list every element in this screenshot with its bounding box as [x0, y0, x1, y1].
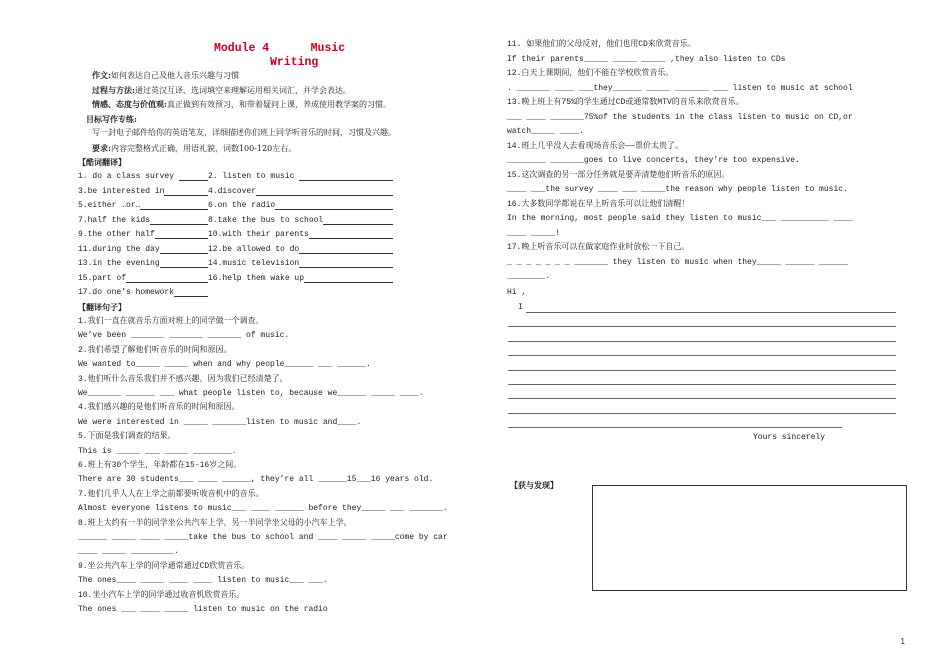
sentence-line: This is _____ ___ _____ ________. [78, 446, 237, 456]
phrase-blank[interactable] [155, 231, 208, 239]
phrase-item: 9.the other half [78, 230, 155, 239]
letter-rule-line[interactable] [508, 427, 842, 428]
phrase-item: 14.music television [208, 259, 300, 268]
phrase-item: 17.do one’s homework [78, 288, 175, 297]
sentence-line: Almost everyone listens to music___ ____ ______ before they_____ ___ _______. [78, 504, 448, 514]
attitude-text: 真正做到有效预习，和带着疑问上课，养成使用教学案的习惯。 [166, 100, 391, 109]
phrase-item: 7.half the kids [78, 215, 151, 225]
phrase-item: 5.either …or… [78, 201, 141, 210]
requirement-line [92, 143, 296, 154]
sentence-line: The ones____ _____ ____ ____ listen to music___ ___. [78, 576, 328, 586]
sentence-line: We wanted to_____ _____ when and why people______ ___ ______. [78, 360, 371, 370]
sentence-line: 12.白天上课期间，他们不能在学校欣赏音乐。 [507, 69, 674, 78]
letter-rule-line[interactable] [508, 398, 896, 399]
phrase-blank[interactable] [160, 260, 208, 268]
module-topic: Music [310, 42, 346, 55]
letter-rule-line[interactable] [526, 312, 896, 313]
sentence-line: ________. [507, 272, 551, 281]
sentence-line: 11. 如果他们的父母反对，他们也用CD来欣赏音乐。 [507, 40, 696, 49]
phrase-item: 13.in the evening [78, 259, 160, 268]
phrase-blank[interactable] [150, 217, 208, 225]
process-label: 过程与方法: [92, 85, 135, 95]
sentence-line: We’ve been _______ _______ _______ of music. [78, 331, 290, 341]
letter-rule-line[interactable] [508, 341, 896, 342]
sentence-line: In the morning, most people said they listen to music___ __________ ____ [507, 214, 853, 223]
sentence-line: The ones ___ ____ _____ listen to music on the radio [78, 605, 328, 614]
requirement-label: 要求: [92, 143, 111, 153]
phrase-item: 3.be interested in [78, 186, 165, 196]
attitude-line [92, 99, 391, 110]
sentence-line: 8.班上大约有一半的同学坐公共汽车上学，另一半同学坐父母的小汽车上学。 [78, 518, 352, 528]
letter-rule-line[interactable] [508, 370, 896, 371]
sentence-line: 6.班上有30个学生，年龄都在15-16岁之间。 [78, 461, 242, 470]
sentence-line: 9.坐公共汽车上学的同学通常通过CD欣赏音乐。 [78, 561, 250, 571]
phrase-blank[interactable] [164, 188, 208, 196]
phrase-item: 1. do a class survey [78, 172, 175, 181]
letter-greeting: Hi , [507, 288, 527, 297]
sentence-line: ___ ____ _______75%of the students in the class listen to music on CD,or [507, 112, 853, 122]
process-line [92, 85, 351, 96]
phrase-item: 16.help them wake up [208, 273, 305, 283]
task-label: 作文: [92, 70, 111, 80]
sentence-line: ____ ___the survey ____ ___ _____the reason why people listen to music. [507, 185, 848, 194]
phrase-item: 12.be allowed to do [208, 244, 300, 254]
sentence-line: ____ _____ _________. [78, 547, 179, 557]
letter-rule-line[interactable] [508, 326, 896, 327]
task-text: 如何表达自己及他人音乐兴趣与习惯 [110, 71, 239, 80]
findings-heading: 【获与发现】 [510, 480, 558, 490]
sentence-line: 1.我们一直在就音乐方面对班上的同学做一个调查。 [78, 317, 264, 326]
letter-start: I [518, 303, 523, 312]
sentence-line: 7.他们几乎人人在上学之前都要听收音机中的音乐。 [78, 489, 264, 499]
module-title [214, 42, 345, 55]
phrase-blank[interactable] [179, 173, 208, 181]
phrase-item: 15.part of [78, 273, 127, 283]
phrase-item: 2. listen to music [208, 172, 295, 181]
sentence-line: ____ _____! [507, 228, 560, 238]
sentence-line: watch_____ ____. [507, 127, 584, 136]
phrase-blank[interactable] [299, 260, 393, 268]
phrase-blank[interactable] [174, 289, 208, 297]
sentence-line: 16.大多数同学都说在早上听音乐可以让他们清醒！ [507, 199, 690, 209]
phrase-blank[interactable] [304, 275, 393, 283]
phrase-blank[interactable] [140, 202, 208, 210]
phrase-blank[interactable] [160, 246, 208, 254]
sentence-line: _ _ _ _ _ _ _ _______ they listen to music when they_____ ______ ______ [507, 257, 848, 267]
sentence-line: ________ _______goes to live concerts, they’re too expensive. [507, 156, 800, 165]
phrase-item: 8.take the bus to school [208, 215, 324, 225]
letter-rule-line[interactable] [508, 384, 896, 385]
section-title: Writing [270, 56, 319, 69]
sentences-heading: 【翻译句子】 [78, 302, 126, 312]
goal-label: 目标写作专练: [86, 114, 137, 124]
phrase-item: 4.discover [208, 186, 257, 196]
sentence-line: . _______ ____ ___they______ _____ _______ ___ listen to music at school [507, 83, 853, 93]
phrases-heading: 【酷词翻译】 [78, 157, 126, 167]
module-number: Module 4 [214, 42, 270, 55]
letter-rule-line[interactable] [508, 355, 896, 356]
sentence-line: 13.晚上班上有75%的学生通过CD或通常数MTV的音乐来欣赏音乐。 [507, 98, 744, 107]
sentence-line: 15.这次调查的另一部分任务就是要弄清楚他们听音乐的原因。 [507, 170, 730, 180]
phrase-item: 10.with their parents [208, 230, 309, 239]
sentence-line: ______ _____ ____ _____take the bus to school and ____ _____ _____come by car [78, 533, 448, 542]
letter-rule-line[interactable] [508, 413, 896, 414]
sentence-line: 2.我们希望了解他们听音乐的时间和原因。 [78, 345, 232, 355]
sentence-line: If their parents_____ _____ _____ ,they also listen to CDs [507, 54, 786, 64]
attitude-label: 情感、态度与价值观: [92, 99, 167, 109]
sentence-line: We_______ ______ ___ what people listen to, because we______ _____ ____. [78, 389, 424, 398]
phrase-item: 6.on the radio [208, 201, 276, 210]
sentence-line: 4.我们感兴趣的是他们听音乐的时间和原因。 [78, 403, 240, 413]
phrase-item: 11.during the day [78, 244, 160, 254]
sentence-line: 5.下面是我们调查的结果。 [78, 432, 176, 442]
phrase-blank[interactable] [275, 202, 393, 210]
page-number: 1 [900, 637, 905, 646]
sentence-line: 17.晚上听音乐可以在做家庭作业时放松一下自己。 [507, 243, 690, 252]
goal-text: 写一封电子邮件给你的英语笔友，详细描述你们班上同学听音乐的时间，习惯及兴趣。 [92, 128, 396, 137]
findings-box[interactable] [592, 485, 907, 591]
phrase-blank[interactable] [323, 217, 393, 225]
phrase-blank[interactable] [299, 173, 393, 181]
sentence-line: We were interested in _____ _______listen to music and____. [78, 417, 362, 427]
task-line [92, 70, 239, 81]
requirement-text: 内容完整格式正确，用语礼貌，词数100-120左右。 [110, 144, 297, 153]
phrase-blank[interactable] [309, 231, 393, 239]
sentence-line: 10.坐小汽车上学的同学通过收音机欣赏音乐。 [78, 590, 245, 600]
phrase-blank[interactable] [256, 188, 393, 196]
sentence-line: 14.班上几乎没人去看现场音乐会——票价太贵了。 [507, 141, 684, 151]
process-text: 通过英汉互译、选词填空来理解运用相关词汇，并学会表达。 [134, 86, 351, 95]
sentence-line: 3.他们听什么音乐我们并不感兴趣，因为我们已经清楚了。 [78, 374, 288, 384]
phrase-blank[interactable] [299, 246, 393, 254]
sentence-line: There are 30 students___ ____ ______, they’re all ______15___16 years old. [78, 475, 434, 485]
phrase-blank[interactable] [126, 275, 208, 283]
letter-closing: Yours sincerely [753, 433, 826, 442]
